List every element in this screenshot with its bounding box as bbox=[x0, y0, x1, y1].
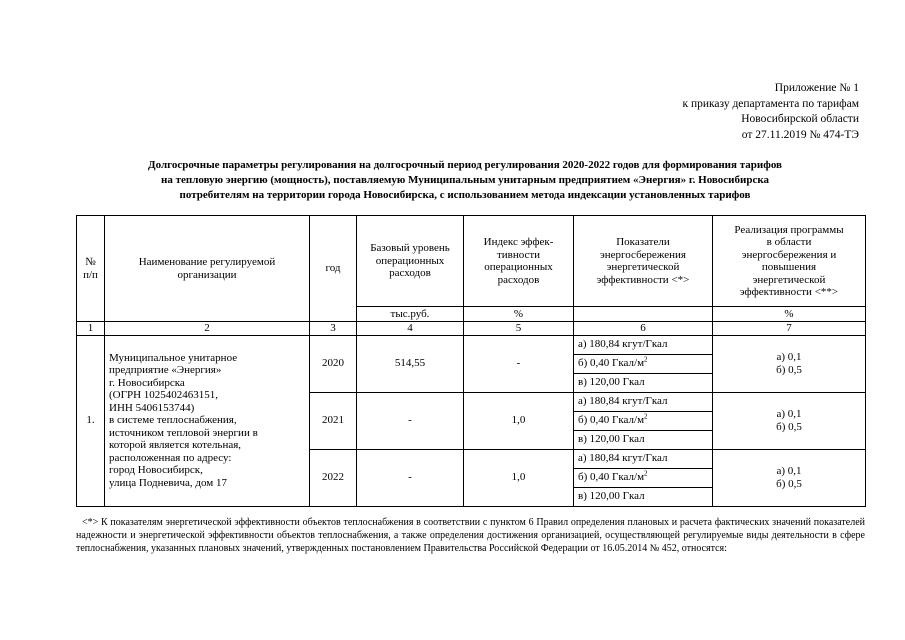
program-cell: а) 0,1 б) 0,5 bbox=[713, 392, 866, 449]
parameters-table bbox=[76, 215, 866, 507]
col-number: 7 bbox=[713, 322, 866, 336]
col-number: 6 bbox=[574, 322, 713, 336]
appendix-line: Новосибирской области bbox=[741, 113, 859, 125]
indicator-a: а) 180,84 кгут/Гкал bbox=[574, 449, 713, 468]
header-row bbox=[77, 216, 866, 307]
column-numbers-row bbox=[77, 322, 866, 336]
appendix-line: Приложение № 1 bbox=[774, 82, 859, 94]
col-number: 4 bbox=[357, 322, 464, 336]
year-cell: 2022 bbox=[310, 449, 357, 506]
indicator-c: в) 120,00 Гкал bbox=[574, 430, 713, 449]
program-cell: а) 0,1 б) 0,5 bbox=[713, 449, 866, 506]
header-indicators: Показатели энергосбережения энергетической эффективности <*> bbox=[574, 216, 713, 307]
organization-cell: Муниципальное унитарное предприятие «Энергия» г. Новосибирска (ОГРН 1025402463151, ИНН 5406153744) в системе теплоснабжения, источником тепловой энергии в которой является котельная, расположенная по адресу: город Новосибирск, улица Подневича, дом 17 bbox=[105, 335, 310, 506]
header-index: Индекс эффек- тивности операционных расходов bbox=[464, 216, 574, 307]
indicator-c: в) 120,00 Гкал bbox=[574, 487, 713, 506]
indicator-c: в) 120,00 Гкал bbox=[574, 373, 713, 392]
index-cell: 1,0 bbox=[464, 392, 574, 449]
base-cell: - bbox=[357, 449, 464, 506]
indicator-b: б) 0,40 Гкал/$м^2$ bbox=[574, 411, 713, 430]
base-cell: 514,55 bbox=[357, 335, 464, 392]
title-line: Долгосрочные параметры регулирования на долгосрочный период регулирования 2020-2022 годов для формирования тарифов bbox=[148, 159, 782, 171]
year-cell: 2021 bbox=[310, 392, 357, 449]
indicator-a: а) 180,84 кгут/Гкал bbox=[574, 392, 713, 411]
row-number: 1. bbox=[77, 335, 105, 506]
footnote: <*> К показателям энергетической эффективности объектов теплоснабжения в соответствии с пунктом 6 Правил определения плановых и расчета фактических значений показателей надежности и энергетической эффективности объектов теплоснабжения, а также определения достижения организацией, осуществляющей регулируемые виды деятельности в сфере теплоснабжения, указанных плановых значений, утвержденных постановлением Правительства Российской Федерации от 16.05.2014 № 452, относятся: bbox=[76, 517, 865, 554]
title-line: потребителям на территории города Новосибирска, с использованием метода индексации установленных тарифов bbox=[179, 189, 751, 201]
index-cell: - bbox=[464, 335, 574, 392]
header-base: Базовый уровень операционных расходов bbox=[357, 216, 464, 307]
unit-indicators bbox=[574, 307, 713, 322]
col-number: 2 bbox=[105, 322, 310, 336]
header-program: Реализация программы в области энергосбережения и повышения энергетической эффективности <**> bbox=[713, 216, 866, 307]
header-num: № п/п bbox=[77, 216, 105, 322]
header-org: Наименование регулируемой организации bbox=[105, 216, 310, 322]
table-row bbox=[77, 335, 866, 354]
index-cell: 1,0 bbox=[464, 449, 574, 506]
indicator-a: а) 180,84 кгут/Гкал bbox=[574, 335, 713, 354]
base-cell: - bbox=[357, 392, 464, 449]
unit-index: % bbox=[464, 307, 574, 322]
document-title bbox=[70, 158, 860, 203]
unit-base: тыс.руб. bbox=[357, 307, 464, 322]
year-cell: 2020 bbox=[310, 335, 357, 392]
unit-program: % bbox=[713, 307, 866, 322]
col-number: 1 bbox=[77, 322, 105, 336]
indicator-b: б) 0,40 Гкал/$м^2$ bbox=[574, 354, 713, 373]
col-number: 5 bbox=[464, 322, 574, 336]
appendix-header bbox=[682, 81, 859, 143]
indicator-b: б) 0,40 Гкал/$м^2$ bbox=[574, 468, 713, 487]
header-year: год bbox=[310, 216, 357, 322]
program-cell: а) 0,1 б) 0,5 bbox=[713, 335, 866, 392]
appendix-line: к приказу департамента по тарифам bbox=[682, 97, 859, 110]
appendix-line: от 27.11.2019 № 474-ТЭ bbox=[741, 128, 859, 141]
title-line: на тепловую энергию (мощность), поставляемую Муниципальным унитарным предприятием «Энергия» г. Новосибирска bbox=[160, 174, 770, 186]
col-number: 3 bbox=[310, 322, 357, 336]
